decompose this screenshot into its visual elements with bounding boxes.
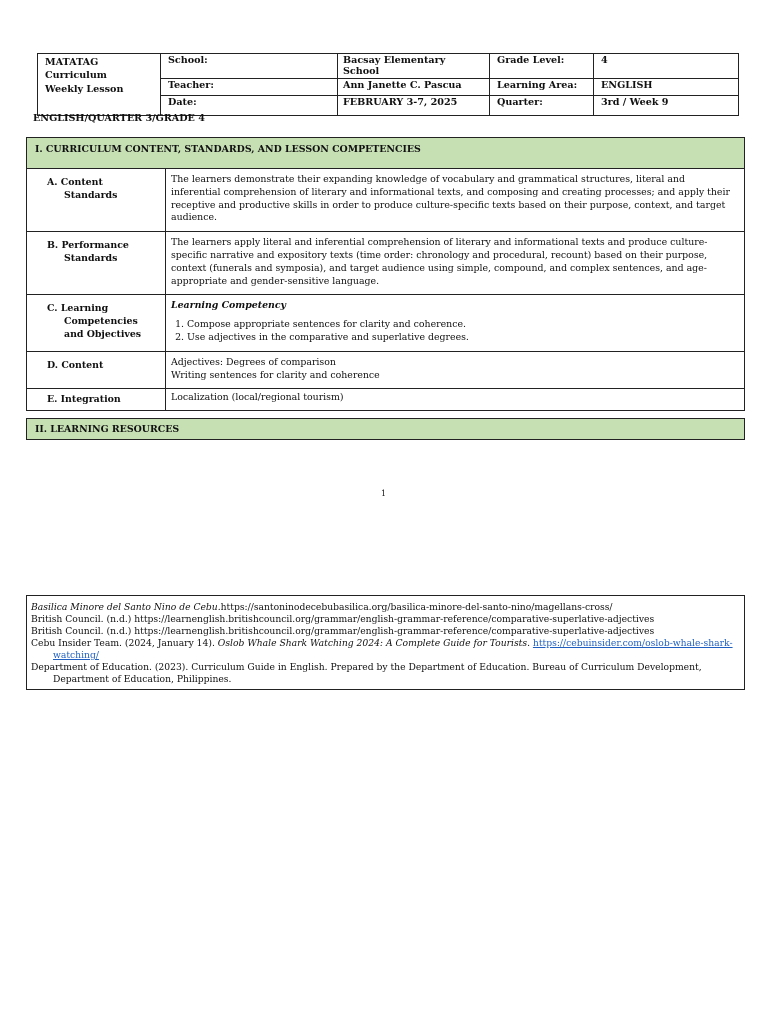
- school-value: Bacsay Elementary School: [338, 54, 490, 79]
- content-cell: [166, 351, 745, 389]
- learning-area-label: Learning Area:: [490, 79, 594, 96]
- reference-title: Basilica Minore del Santo Nino de Cebu.: [31, 602, 221, 613]
- learning-area-value: ENGLISH: [594, 79, 739, 96]
- reference-url: https://santoninodecebubasilica.org/basilica-minore-del-santo-nino/magellans-cross/: [220, 602, 613, 613]
- quarter-value: 3rd / Week 9: [594, 96, 739, 116]
- content-line1: Adjectives: Degrees of comparison: [171, 356, 336, 368]
- learning-competency-list: [171, 319, 734, 345]
- brand-line2: Curriculum: [45, 69, 107, 81]
- performance-standards-text: The learners apply literal and inferential comprehension of literary and informational texts and produce culture-specific narrative and expository texts (time order: chronology and procedural, recount) based on their purpose, context (funerals and symposia), and target audience using simple, compound, and complex sentences, and age-appropriate and gender-sensitive language.: [166, 232, 745, 295]
- section1-heading: I. CURRICULUM CONTENT, STANDARDS, AND LESSON COMPETENCIES: [26, 137, 745, 169]
- teacher-value: Ann Janette C. Pascua: [338, 79, 490, 96]
- content-standards-label-a: A. Content: [47, 177, 103, 188]
- content-row: [27, 351, 745, 389]
- list-item: 2. Use adjectives in the comparative and superlative degrees.: [187, 332, 734, 345]
- reference-prefix: Cebu Insider Team. (2024, January 14).: [31, 638, 218, 649]
- content-standards-text: The learners demonstrate their expanding knowledge of vocabulary and grammatical structures, literal and inferential comprehension of literary and informational texts, and composing and creating processes; and apply their receptive and productive skills in order to produce culture-specific texts based on their purpose, context, and target audience.: [166, 169, 745, 232]
- learning-competencies-label-b: Competencies: [64, 316, 138, 328]
- content-standards-row: [27, 169, 745, 232]
- teacher-label: Teacher:: [161, 79, 338, 96]
- content-line2: Writing sentences for clarity and coherence: [171, 369, 380, 381]
- integration-text: Localization (local/regional tourism): [166, 389, 745, 411]
- reference-item: Cebu Insider Team. (2024, January 14). Oslob Whale Shark Watching 2024: A Complete Guide for Tourists. https://cebuinsider.com/oslob-whale-shark-watching/: [31, 638, 733, 661]
- learning-competencies-label-a: C. Learning: [47, 303, 109, 315]
- learning-competencies-label-c: and Objectives: [64, 329, 142, 341]
- reference-item: British Council. (n.d.) https://learnenglish.britishcouncil.org/grammar/english-grammar-reference/comparative-superlative-adjectives: [31, 626, 655, 637]
- brand-line1: MATATAG: [45, 57, 99, 68]
- reference-title: Oslob Whale Shark Watching 2024: A Complete Guide for Tourists: [217, 638, 528, 649]
- performance-standards-label-a: B. Performance: [47, 240, 129, 252]
- subtitle: ENGLISH/QUARTER 3/GRADE 4: [33, 113, 205, 124]
- integration-label: E. Integration: [27, 389, 166, 411]
- learning-competency-title: Learning Competency: [171, 300, 287, 312]
- date-label: Date:: [161, 96, 338, 116]
- quarter-label: Quarter:: [490, 96, 594, 116]
- content-standards-label-b: Standards: [64, 190, 118, 201]
- learning-competencies-label: [27, 295, 166, 351]
- competency-table: [26, 168, 745, 411]
- reference-item: Department of Education. (2023). Curriculum Guide in English. Prepared by the Department of Education. Bureau of Curriculum Development, Department of Education, Philippines.: [31, 662, 702, 685]
- content-standards-label: [27, 169, 166, 232]
- brand-cell: [38, 54, 161, 116]
- learning-competencies-cell: [166, 295, 745, 351]
- reference-item: British Council. (n.d.) https://learnenglish.britishcouncil.org/grammar/english-grammar-reference/comparative-superlative-adjectives: [31, 614, 655, 625]
- references-box: [26, 595, 745, 690]
- page-number: 1: [381, 489, 387, 498]
- grade-level-label: Grade Level:: [490, 54, 594, 79]
- list-item: 1. Compose appropriate sentences for clarity and coherence.: [187, 319, 734, 332]
- section2-heading: II. LEARNING RESOURCES: [26, 418, 745, 440]
- performance-standards-label: [27, 232, 166, 295]
- integration-row: [27, 389, 745, 411]
- header-table: [37, 53, 739, 116]
- school-label: School:: [161, 54, 338, 79]
- performance-standards-row: [27, 232, 745, 295]
- grade-level-value: 4: [594, 54, 739, 79]
- reference-link[interactable]: https://cebuinsider.com/oslob-whale-shark-watching/: [53, 638, 733, 661]
- content-label: D. Content: [27, 351, 166, 389]
- performance-standards-label-b: Standards: [64, 253, 118, 265]
- reference-item: [31, 602, 738, 614]
- learning-competencies-row: [27, 295, 745, 351]
- date-value: FEBRUARY 3-7, 2025: [338, 96, 490, 116]
- brand-line3: Weekly Lesson: [45, 84, 124, 95]
